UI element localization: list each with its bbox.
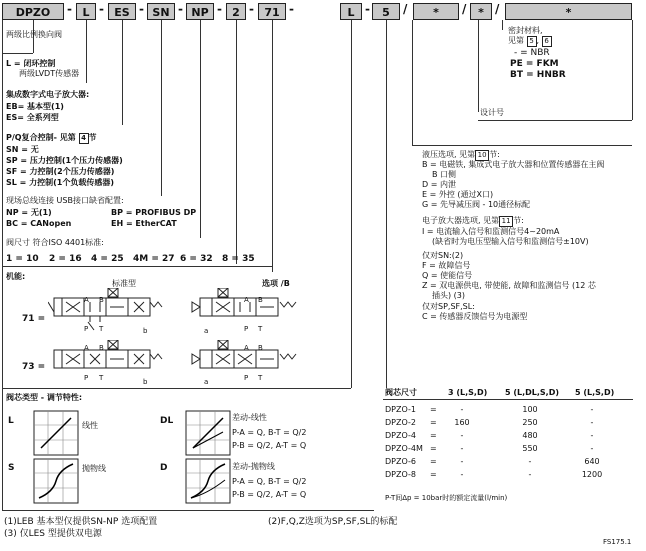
valve-symbol-71-standard	[48, 288, 166, 336]
code-box-hyd-options: *	[413, 3, 459, 20]
only-sn: 仅对SN:(2)	[422, 251, 464, 260]
size-title: 阀尺寸 符合ISO 4401标准:	[6, 238, 104, 247]
table-cell-c3: -	[590, 444, 594, 453]
table-cell-c2: 250	[522, 418, 538, 427]
footnote-3: (3) 仅LES 型提供双电源	[4, 529, 102, 539]
table-cell-eq: =	[430, 405, 437, 414]
port-p-73b: P	[244, 374, 249, 382]
table-cell-name: DPZO-4M	[385, 444, 423, 453]
table-cell-c2: -	[528, 470, 532, 479]
hyd-b: B = 电磁铁, 集成式电子放大器和位置传感器在主阀	[422, 160, 605, 169]
pq-sf: SF = 力控制(2个压力传感器)	[6, 167, 115, 176]
family-label: 两级比例换向阀	[6, 30, 62, 39]
port-t-71b: T	[258, 325, 263, 333]
spool-title: 阀芯类型 - 调节特性:	[6, 393, 83, 402]
table-cell-eq: =	[430, 431, 437, 440]
table-cell-c2: -	[528, 457, 532, 466]
document-code: FS175.1	[603, 538, 632, 546]
func-title: 机能:	[6, 272, 26, 281]
table-cell-c1: -	[460, 470, 464, 479]
only-sp: 仅对SP,SF,SL:	[422, 302, 475, 311]
loop-L: L = 闭环控制	[6, 59, 56, 68]
amp-eb: EB= 基本型(1)	[6, 102, 64, 111]
code-box-pq: SN	[147, 3, 175, 20]
size-8: 8 = 35	[222, 254, 255, 264]
code-box-amp: ES	[108, 3, 136, 20]
table-cell-name: DPZO-6	[385, 457, 416, 466]
spool-S-desc: 抛物线	[82, 464, 106, 473]
table-cell-eq: =	[430, 444, 437, 453]
bus-np: NP = 无(1)	[6, 208, 52, 217]
spool-S-graph	[33, 458, 79, 504]
table-cell-eq: =	[430, 470, 437, 479]
port-a-71b: A	[244, 296, 249, 304]
spool-D-f2: P-B = Q/2, A-T = Q	[232, 490, 307, 499]
size-4m: 4M = 27	[133, 254, 175, 264]
size-2: 2 = 16	[49, 254, 82, 264]
code-box-spool: L	[340, 3, 362, 20]
port-t-71: T	[99, 325, 104, 333]
func-73-label: 73 =	[22, 362, 46, 372]
table-cell-name: DPZO-1	[385, 405, 416, 414]
spool-L-code: L	[8, 416, 14, 426]
table-cell-c1: 160	[454, 418, 470, 427]
table-cell-c1: -	[460, 405, 464, 414]
table-header-size: 阀芯尺寸	[385, 388, 417, 397]
seal-bt: BT = HNBR	[510, 70, 566, 80]
code-box-spool-size: 5	[372, 3, 400, 20]
opt-label: 选项 /B	[262, 279, 290, 288]
table-cell-eq: =	[430, 418, 437, 427]
code-box-function: 71	[258, 3, 286, 20]
el-z: Z = 双电源供电, 带使能, 故障和监测信号 (12 芯	[422, 281, 596, 290]
hyd-b2: B 口侧	[432, 170, 457, 179]
footnote-2: (2)F,Q,Z选项为SP,SF,SL的标配	[268, 517, 398, 527]
hyd-title: 液压选项, 见第 10 节:	[422, 150, 500, 159]
sol-a-73b: a	[204, 378, 209, 386]
seal-nbr: - = NBR	[514, 48, 550, 58]
spool-DL-desc: 差动-线性	[232, 413, 267, 422]
pq-sl: SL = 力控制(1个负载传感器)	[6, 178, 115, 187]
table-cell-c3: 640	[584, 457, 600, 466]
port-p-71: P	[84, 325, 89, 333]
size-4: 4 = 25	[91, 254, 124, 264]
port-b-73b: B	[258, 344, 263, 352]
spool-DL-f1: P-A = Q, B-T = Q/2	[232, 428, 307, 437]
spool-D-code: D	[160, 463, 168, 473]
el-i2: (缺省时为电压型输入信号和监测信号±10V)	[432, 237, 589, 246]
hyd-d: D = 内泄	[422, 180, 456, 189]
pq-sn: SN = 无	[6, 145, 39, 154]
table-header-3: 3 (L,S,D)	[448, 388, 488, 397]
table-cell-c3: -	[590, 418, 594, 427]
pq-sp: SP = 压力控制(1个压力传感器)	[6, 156, 123, 165]
port-b-73: B	[99, 344, 104, 352]
code-box-bus: NP	[186, 3, 214, 20]
table-cell-name: DPZO-2	[385, 418, 416, 427]
table-cell-c3: -	[590, 405, 594, 414]
port-t-73: T	[99, 374, 104, 382]
amp-es: ES= 全系列型	[6, 113, 59, 122]
spool-L-desc: 线性	[82, 421, 98, 430]
table-cell-name: DPZO-8	[385, 470, 416, 479]
code-box-size: 2	[226, 3, 246, 20]
table-cell-name: DPZO-4	[385, 431, 416, 440]
amp-title: 集成数字式电子放大器:	[6, 90, 90, 99]
seal-see: 见第 5 , 6	[508, 36, 552, 47]
port-a-73b: A	[244, 344, 249, 352]
func-71-label: 71 =	[22, 314, 46, 324]
spool-D-f1: P-A = Q, B-T = Q/2	[232, 477, 307, 486]
el-f: F = 故障信号	[422, 261, 471, 270]
table-cell-c2: 550	[522, 444, 538, 453]
table-cell-eq: =	[430, 457, 437, 466]
code-box-el-options: *	[470, 3, 492, 20]
spool-DL-code: DL	[160, 416, 174, 426]
code-box-seal: *	[505, 3, 632, 20]
seal-pe: PE = FKM	[510, 59, 559, 69]
loop-L-desc: 两级LVDT传感器	[19, 69, 80, 78]
port-p-73: P	[84, 374, 89, 382]
el-title: 电子放大器选项, 见第 11 节:	[422, 216, 524, 225]
table-cell-c2: 100	[522, 405, 538, 414]
bus-eh: EH = EtherCAT	[111, 219, 177, 228]
size-1: 1 = 10	[6, 254, 39, 264]
table-note: P-T间Δp = 10bar时的额定流量(l/min)	[385, 494, 508, 502]
port-p-71b: P	[244, 325, 249, 333]
port-a-71: A	[84, 296, 89, 304]
std-label: 标准型	[112, 279, 136, 288]
hyd-g: G = 先导减压阀 - 10通径标配	[422, 200, 531, 209]
hyd-e: E = 外控 (通过X口)	[422, 190, 494, 199]
bus-bc: BC = CANopen	[6, 219, 72, 228]
valve-symbol-73-standard	[48, 340, 166, 388]
table-cell-c3: -	[590, 431, 594, 440]
spool-D-desc: 差动-抛物线	[232, 462, 275, 471]
spool-L-graph	[33, 410, 79, 456]
el-q: Q = 使能信号	[422, 271, 473, 280]
footnote-1: (1)LEB 基本型仅提供SN-NP 选项配置	[4, 517, 158, 527]
seal-title: 密封材料,	[508, 26, 543, 35]
port-a-73: A	[84, 344, 89, 352]
bus-bp: BP = PROFIBUS DP	[111, 208, 197, 217]
spool-DL-f2: P-B = Q/2, A-T = Q	[232, 441, 307, 450]
table-cell-c3: 1200	[581, 470, 603, 479]
el-i: I = 电流输入信号和监测信号4~20mA	[422, 227, 560, 236]
code-box-model: DPZO	[2, 3, 64, 20]
sol-a-71b: a	[204, 327, 209, 335]
port-b-71b: B	[258, 296, 263, 304]
port-b-71: B	[99, 296, 104, 304]
table-header-5a: 5 (L,DL,S,D)	[505, 388, 560, 397]
table-cell-c1: -	[460, 444, 464, 453]
pq-title: P/Q复合控制- 见第 4 节	[6, 133, 97, 142]
sol-b-71: b	[143, 327, 148, 335]
spool-DL-graph	[185, 410, 231, 456]
design-number: 设计号	[480, 108, 504, 117]
code-box-loop: L	[76, 3, 96, 20]
table-cell-c2: 480	[522, 431, 538, 440]
port-t-73b: T	[258, 374, 263, 382]
table-cell-c1: -	[460, 457, 464, 466]
table-header-5b: 5 (L,S,D)	[575, 388, 615, 397]
sol-b-73: b	[143, 378, 148, 386]
size-6: 6 = 32	[180, 254, 213, 264]
el-z2: 插头) (3)	[432, 291, 465, 300]
bus-title: 现场总线连接 USB接口缺省配置:	[6, 196, 124, 205]
spool-D-graph	[185, 458, 231, 504]
el-c: C = 传感器反馈信号为电源型	[422, 312, 528, 321]
table-cell-c1: -	[460, 431, 464, 440]
spool-S-code: S	[8, 463, 15, 473]
